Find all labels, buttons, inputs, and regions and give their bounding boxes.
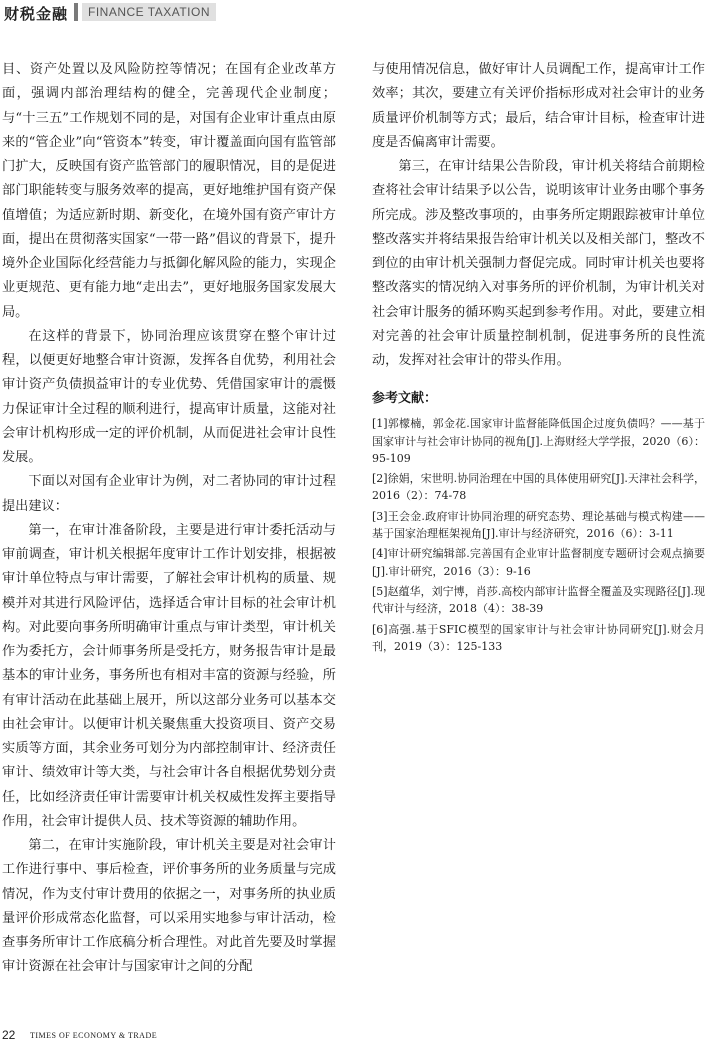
page-number: 22 <box>2 1028 16 1042</box>
reference-list <box>372 415 705 655</box>
reference-item: [1]郭檬楠，郭金花.国家审计监督能降低国企过度负债吗？——基于国家审计与社会审计协同的视角[J].上海财经大学学报，2020（6）：95-109 <box>372 417 705 465</box>
body-paragraph: 第三，在审计结果公告阶段，审计机关将结合前期检查将社会审计结果予以公告，说明该审计业务由哪个事务所完成。涉及整改事项的，由事务所定期跟踪被审计单位整改落实并将结果报告给审计机关以及相关部门，整改不到位的由审计机关强制力督促完成。同时审计机关也要将整改落实的情况纳入对事务所的评价机制，为审计机关对社会审计服务的循环购买起到参考作用。对此，要建立相对完善的社会审计质量控制机制，促进事务所的良性流动，发挥对社会审计的带头作用。 <box>372 159 705 368</box>
body-paragraph: 第一，在审计准备阶段，主要是进行审计委托活动与审前调查，审计机关根据年度审计工作计划安排，根据被审计单位特点与审计需要，了解社会审计机构的质量、规模并对其进行风险评估，选择适合审计目标的社会审计机构。对此要向事务所明确审计重点与审计类型，审计机关作为委托方，会计师事务所是受托方，财务报告审计是最基本的审计业务，事务所也有相对丰富的资源与经验，所有审计活动在此基础上展开，所以这部分业务可以基本交由社会审计。以便审计机关聚焦重大投资项目、资产交易实质等方面，其余业务可划分为内部控制审计、经济责任审计、绩效审计等大类，与社会审计各自根据优势划分责任，比如经济责任审计需要审计机关权威性发挥主要指导作用，社会审计提供人员、技术等资源的辅助作用。 <box>2 522 336 829</box>
body-paragraph: 目、资产处置以及风险防控等情况；在国有企业改革方面，强调内部治理结构的健全，完善现代企业制度；与“十三五”工作规划不同的是，对国有企业审计重点由原来的“管企业”向“管资本”转变，审计覆盖面向国有监管部门扩大，反映国有资产监管部门的履职情况，目的是促进部门职能转变与服务效率的提高，更好地维护国有资产保值增值；为适应新时期、新变化，在境外国有资产审计方面，提出在贯彻落实国家“一带一路”倡议的背景下，提升境外企业国际化经营能力与抵御化解风险的能力，实现企业更规范、更有能力地“走出去”，更好地服务国家发展大局。 <box>2 62 336 320</box>
references-heading: 参考文献： <box>372 391 438 407</box>
right-column <box>372 58 705 658</box>
body-paragraph: 第二，在审计实施阶段，审计机关主要是对社会审计工作进行事中、事后检查，评价事务所的业务质量与完成情况，作为支付审计费用的依据之一，对事务所的执业质量评价形成常态化监督，可以采用实地参与审计活动，检查事务所审计工作底稿分析合理性。对此首先要及时掌握审计资源在社会审计与国家审计之间的分配 <box>2 838 336 975</box>
reference-item: [5]赵蕴华，刘宁博，肖莎.高校内部审计监督全覆盖及实现路径[J].现代审计与经济，2018（4）：38-39 <box>372 584 705 616</box>
reference-item: [2]徐娟，宋世明.协同治理在中国的具体使用研究[J].天津社会科学，2016（2）：74-78 <box>372 472 705 503</box>
page-footer <box>0 1028 707 1046</box>
header-divider-bar <box>74 3 78 21</box>
journal-name: TIMES OF ECONOMY & TRADE <box>30 1031 158 1040</box>
body-paragraph: 与使用情况信息，做好审计人员调配工作，提高审计工作效率；其次，要建立有关评价指标形成对社会审计的业务质量评价机制等方式；最后，结合审计目标，检查审计进度是否偏离审计需要。 <box>372 62 705 150</box>
body-paragraph: 在这样的背景下，协同治理应该贯穿在整个审计过程，以便更好地整合审计资源，发挥各自优势，利用社会审计资产负债损益审计的专业优势、凭借国家审计的震慑力保证审计全过程的顺利进行，提高审计质量，这能对社会审计机构形成一定的评价机制，从而促进社会审计良性发展。 <box>2 328 336 465</box>
body-paragraph: 下面以对国有企业审计为例，对二者协同的审计过程提出建议： <box>2 474 336 514</box>
reference-item: [3]王会金.政府审计协同治理的研究态势、理论基础与模式构建——基于国家治理框架视角[J].审计与经济研究，2016（6）：3-11 <box>372 509 705 541</box>
section-title-cn: 财税金融 <box>4 5 69 23</box>
page-header <box>0 0 707 30</box>
left-column <box>2 58 336 980</box>
reference-item: [4]审计研究编辑部.完善国有企业审计监督制度专题研讨会观点摘要[J].审计研究，2016（3）：9-16 <box>372 547 705 578</box>
section-title-en: FINANCE TAXATION <box>82 3 216 21</box>
reference-item: [6]高强.基于SFIC模型的国家审计与社会审计协同研究[J].财会月刊，2019（3）：125-133 <box>372 622 705 653</box>
